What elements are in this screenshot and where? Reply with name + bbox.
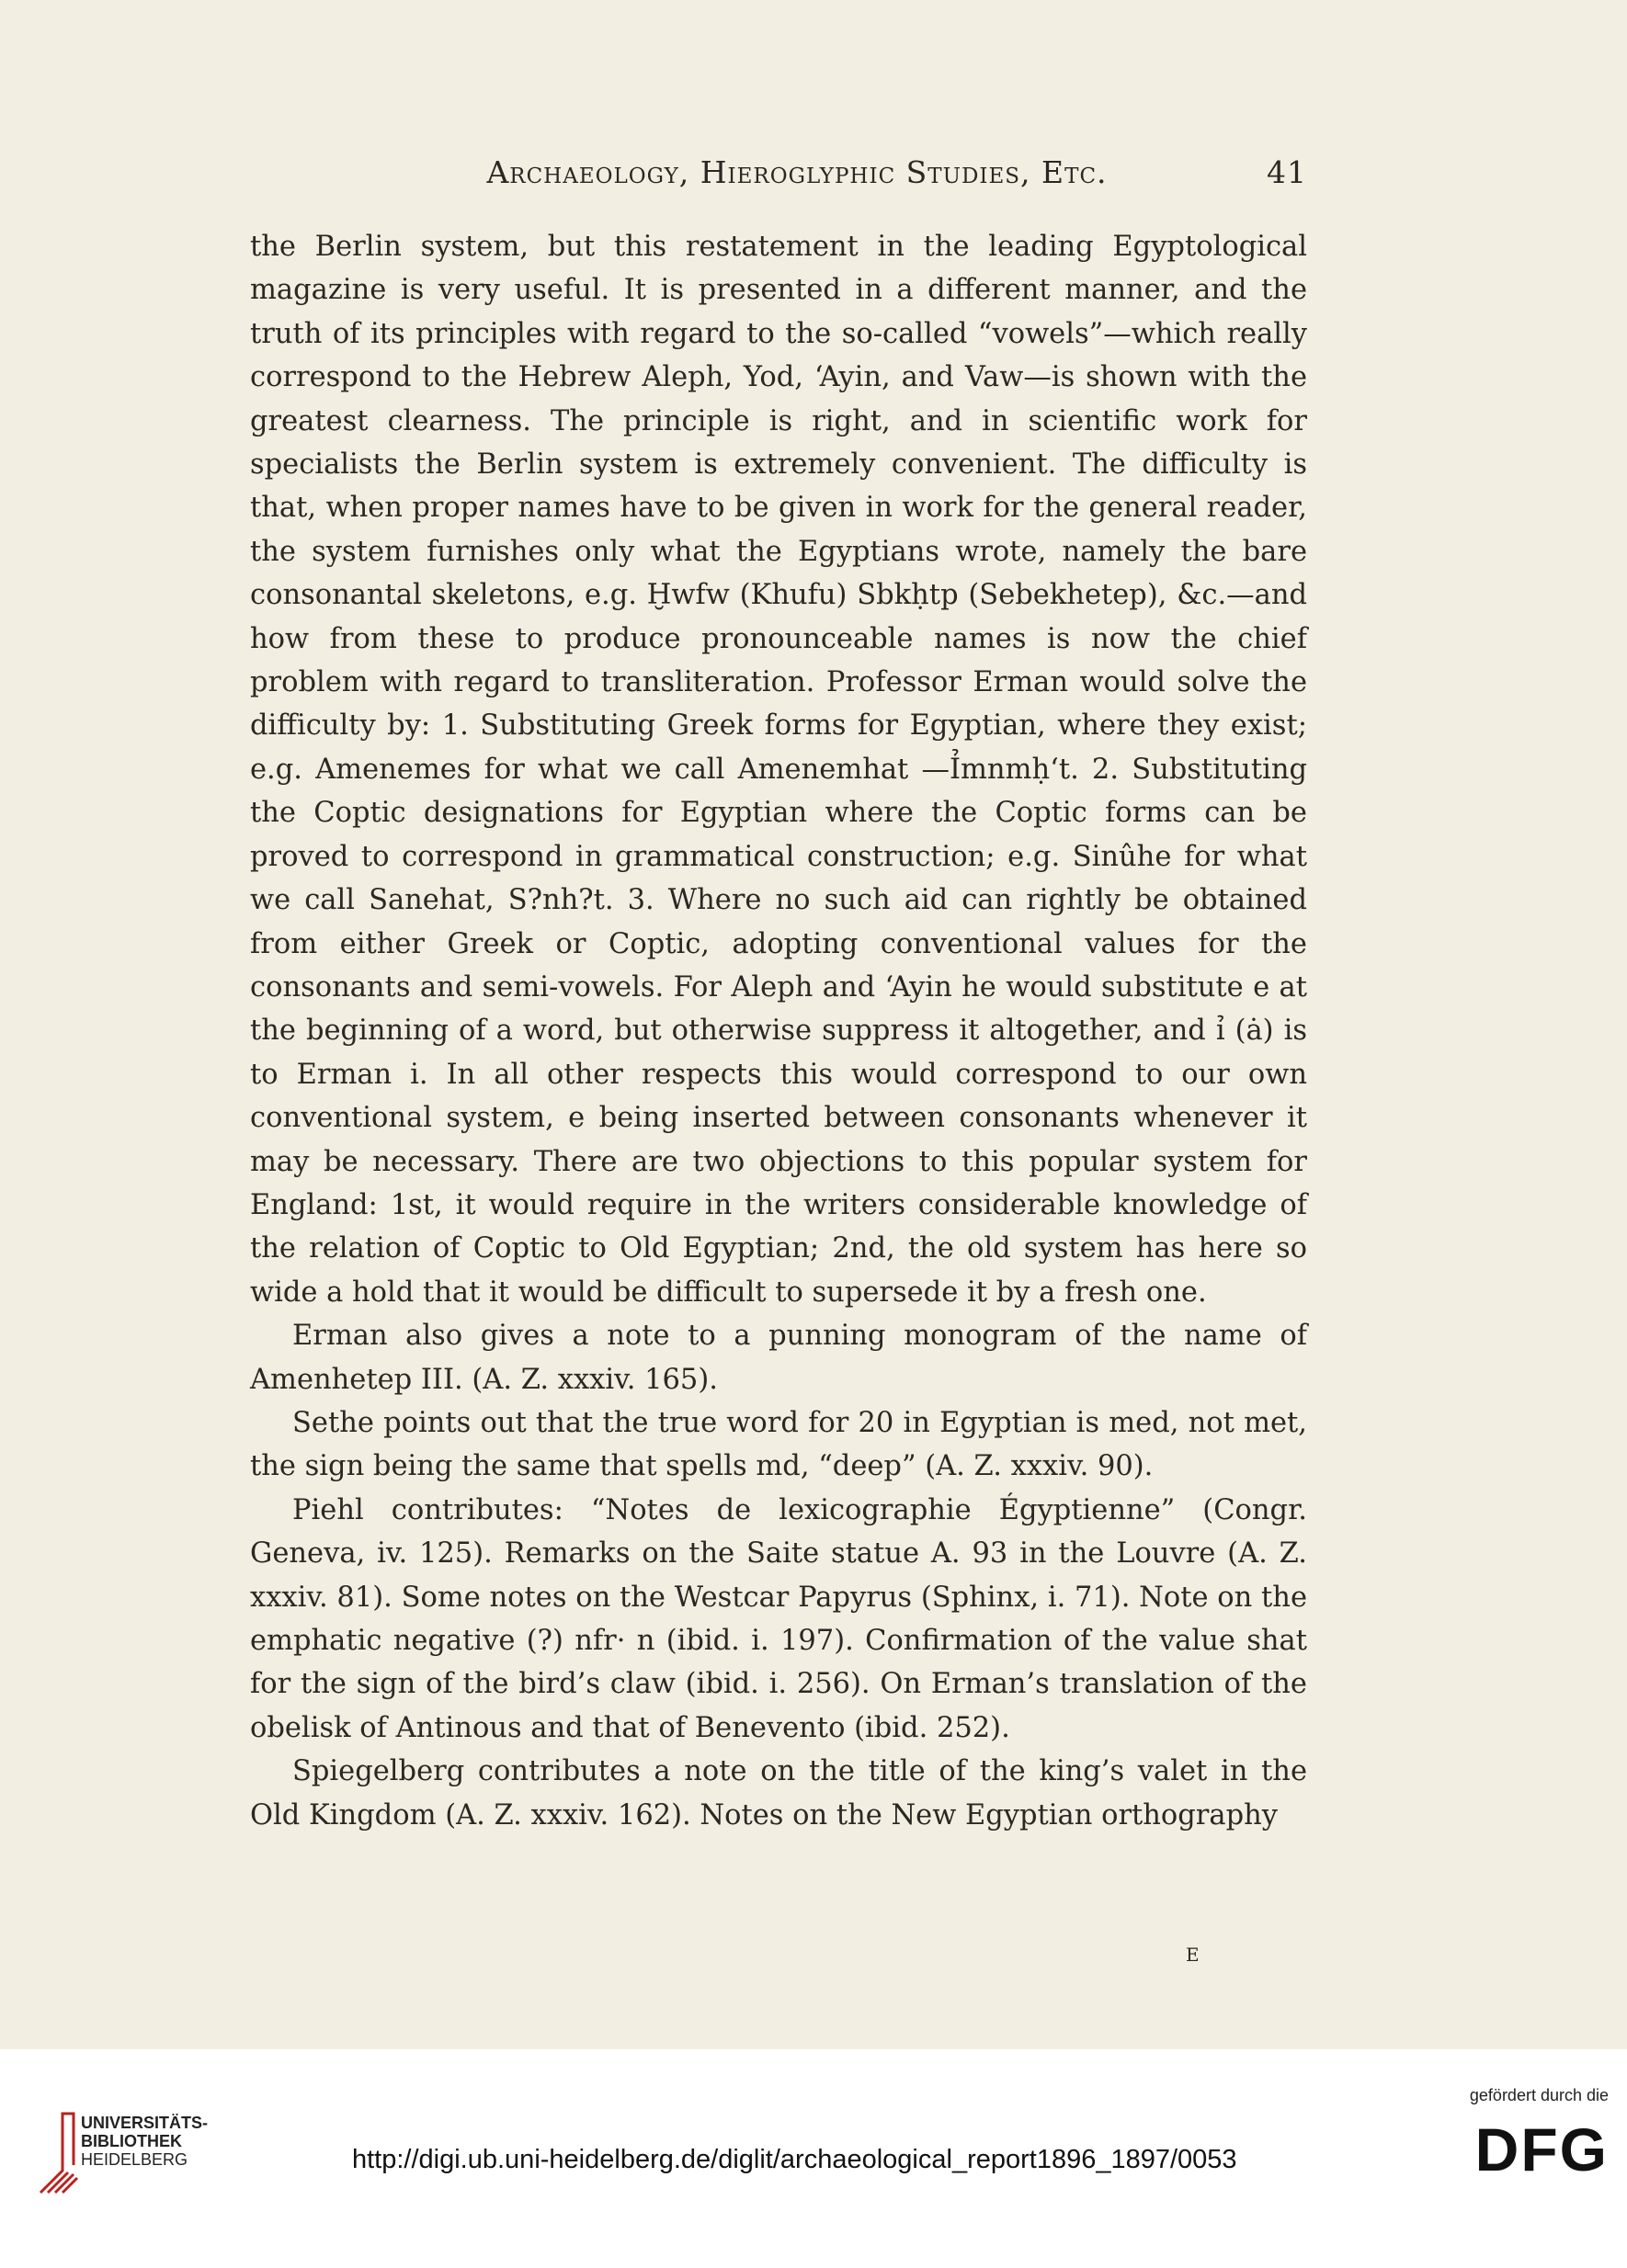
- permalink-url[interactable]: http://digi.ub.uni-heidelberg.de/diglit/archaeological_report1896_1897/0053: [352, 2145, 1237, 2174]
- body-text: [250, 225, 1307, 1837]
- running-head: [250, 154, 1307, 190]
- paragraph: Spiegelberg contributes a note on the title of the king’s valet in the Old Kingdom (A. Z. xxxiv. 162). Notes on the New Egyptian orthography: [250, 1755, 1307, 1831]
- paragraph: Sethe points out that the true word for 20 in Egyptian is med, not met, the sign being the same that spells md, “deep” (A. Z. xxxiv. 90).: [250, 1406, 1307, 1483]
- library-line: UNIVERSITÄTS-: [81, 2114, 209, 2132]
- signature-mark: E: [1186, 1944, 1200, 1966]
- footer: [0, 2049, 1627, 2268]
- dfg-funding: [1370, 2086, 1609, 2184]
- dfg-logo: DFG: [1474, 2115, 1609, 2183]
- paragraph: Piehl contributes: “Notes de lexicographie Égyptienne” (Congr. Geneva, iv. 125). Remarks on the Saite statue A. 93 in the Louvre (A. Z. xxxiv. 81). Some notes on the Westcar Papyrus (Sphinx, i. 71). Note on the emphatic negative (?) nfr· n (ibid. i. 197). Confirmation of the value shat for the sign of the bird’s claw (ibid. i. 256). On Erman’s translation of the obelisk of Antinous and that of Benevento (ibid. 252).: [250, 1493, 1307, 1744]
- funding-label: gefördert durch die: [1469, 2086, 1609, 2104]
- running-title: Archaeology, Hieroglyphic Studies, Etc.: [486, 154, 1108, 190]
- library-line: BIBLIOTHEK: [81, 2132, 182, 2150]
- paragraph: the Berlin system, but this restatement in the leading Egyptological magazine is very useful. It is presented in a different manner, and the truth of its principles with regard to the so-called “vowels”—which really correspond to the Hebrew Aleph, Yod, ‘Ayin, and Vaw—is shown with the greatest clearness. The principle is right, and in scientific work for specialists the Berlin system is extremely convenient. The difficulty is that, when proper names have to be given in work for the general reader, the system furnishes only what the Egyptians wrote, namely the bare consonantal skeletons, e.g. Ḫwfw (Khufu) Sbkḥtp (Sebekhetep), &c.—and how from these to produce pronounceable names is now the chief problem with regard to transliteration. Professor Erman would solve the difficulty by: 1. Substituting Greek forms for Egyptian, where they exist; e.g. Amenemes for what we call Amenemhat —Ỉmnmḥ‘t. 2. Substituting the Coptic designations for Egyptian where the Coptic forms can be proved to correspond in grammatical construction; e.g. Sinûhe for what we call Sanehat, S?nh?t. 3. Where no such aid can rightly be obtained from either Greek or Coptic, adopting conventional values for the consonants and semi-vowels. For Aleph and ‘Ayin he would substitute e at the beginning of a word, but otherwise suppress it altogether, and ỉ (ȧ) is to Erman i. In all other respects this would correspond to our own conventional system, e being inserted between consonants whenever it may be necessary. There are two objections to this popular system for England: 1st, it would require in the writers considerable knowledge of the relation of Coptic to Old Egyptian; 2nd, the old system has here so wide a hold that it would be difficult to supersede it by a fresh one.: [250, 231, 1307, 1309]
- library-line: HEIDELBERG: [81, 2150, 188, 2169]
- library-name: [81, 2114, 208, 2169]
- paragraph: Erman also gives a note to a punning monogram of the name of Amenhetep III. (A. Z. xxxiv. 165).: [250, 1320, 1307, 1396]
- page-number: 41: [1267, 154, 1307, 190]
